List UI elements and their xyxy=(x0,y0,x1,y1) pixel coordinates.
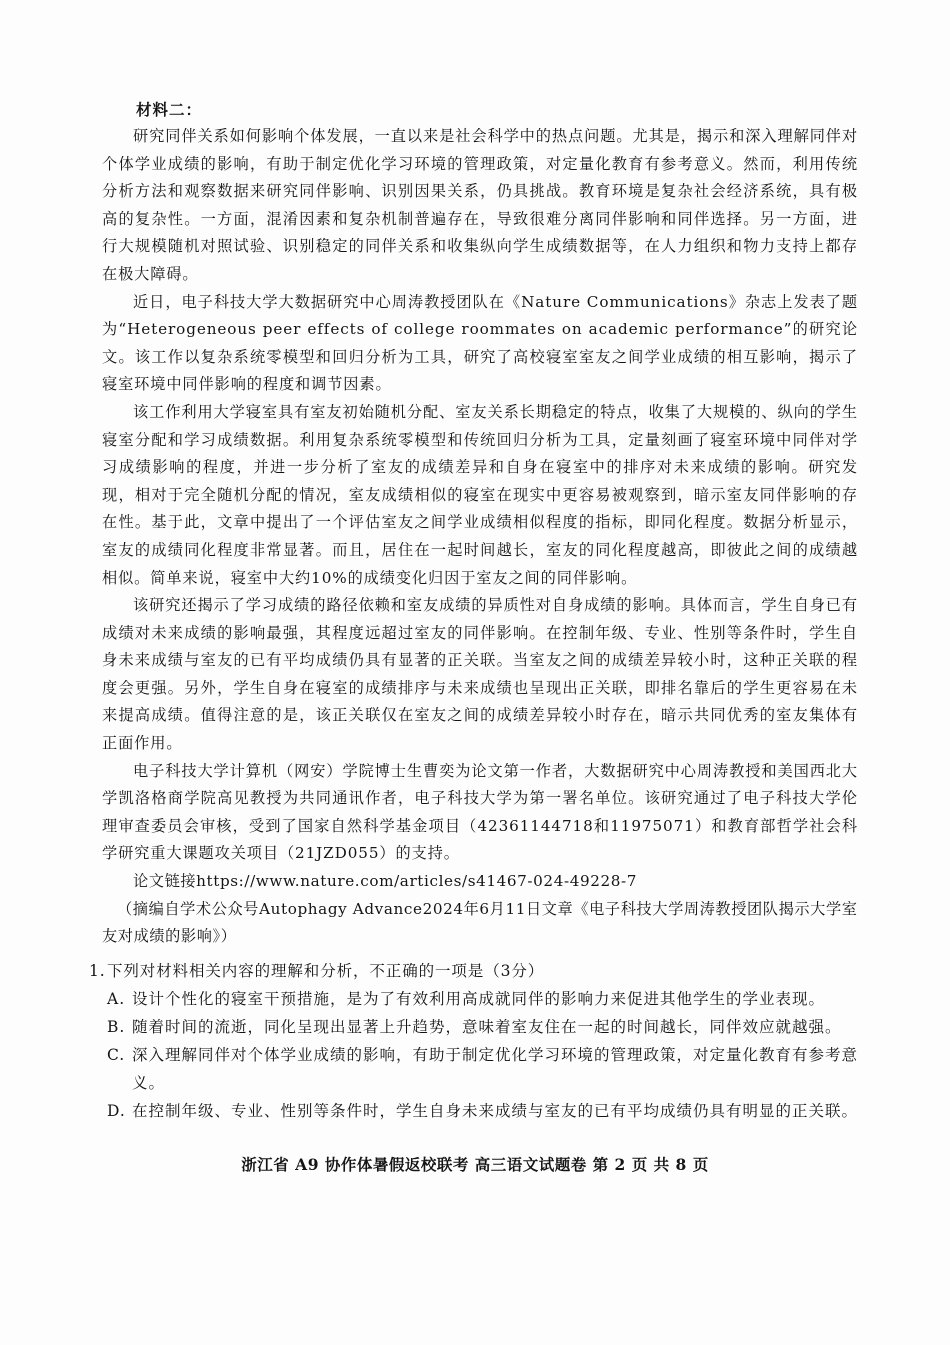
page-footer: 浙江省 A9 协作体暑假返校联考 高三语文试题卷 第 2 页 共 8 页 xyxy=(241,1155,709,1174)
option-label: C. xyxy=(107,1045,126,1064)
question-number: 1. xyxy=(89,961,106,980)
option-text: 在控制年级、专业、性别等条件时，学生自身未来成绩与室友的已有平均成绩仍具有明显的正关联。 xyxy=(132,1101,859,1120)
question-stem xyxy=(89,957,858,985)
option-b xyxy=(107,1013,858,1041)
paragraph-1: 研究同伴关系如何影响个体发展，一直以来是社会科学中的热点问题。尤其是，揭示和深入理解同伴对个体学业成绩的影响，有助于制定优化学习环境的管理政策，对定量化教育有参考意义。然而，利用传统分析方法和观察数据来研究同伴影响、识别因果关系，仍具挑战。教育环境是复杂社会经济系统，具有极高的复杂性。一方面，混淆因素和复杂机制普遍存在，导致很难分离同伴影响和同伴选择。另一方面，进行大规模随机对照试验、识别稳定的同伴关系和收集纵向学生成绩数据等，在人力组织和物力支持上都存在极大障碍。 xyxy=(102,127,858,283)
paragraph-2: 近日，电子科技大学大数据研究中心周涛教授团队在《Nature Communications》杂志上发表了题为“Heterogeneous peer effects of college roommates on academic performance”的研究论文。该工作以复杂系统零模型和回归分析为工具，研究了高校寝室室友之间学业成绩的相互影响，揭示了寝室环境中同伴影响的程度和调节因素。 xyxy=(102,292,858,394)
paper-link: 论文链接https://www.nature.com/articles/s41467-024-49228-7 xyxy=(133,872,637,891)
option-c xyxy=(107,1041,858,1097)
option-d xyxy=(107,1097,858,1125)
option-a xyxy=(107,985,858,1013)
page-content xyxy=(89,96,859,1125)
paragraph-5: 电子科技大学计算机（网安）学院博士生曹奕为论文第一作者，大数据研究中心周涛教授和美国西北大学凯洛格商学院高见教授为共同通讯作者，电子科技大学为第一署名单位。该研究通过了电子科技大学伦理审查委员会审核，受到了国家自然科学基金项目（42361144718和11975071）和教育部哲学社会科学研究重大课题攻关项目（21JZD055）的支持。 xyxy=(102,761,858,863)
option-text: 设计个性化的寝室干预措施，是为了有效利用高成就同伴的影响力来促进其他学生的学业表现。 xyxy=(132,989,826,1008)
question-stem-text: 下列对材料相关内容的理解和分析，不正确的一项是（3分） xyxy=(107,961,545,980)
section-title: 材料二： xyxy=(136,100,203,119)
question-1 xyxy=(89,957,858,1125)
paragraph-4: 该研究还揭示了学习成绩的路径依赖和室友成绩的异质性对自身成绩的影响。具体而言，学生自身已有成绩对未来成绩的影响最强，其程度远超过室友的同伴影响。在控制年级、专业、性别等条件时，学生自身未来成绩与室友的已有平均成绩仍具有显著的正关联。当室友之间的成绩差异较小时，这种正关联的程度会更强。另外，学生自身在寝室的成绩排序与未来成绩也呈现出正关联，即排名靠后的学生更容易在未来提高成绩。值得注意的是，该正关联仅在室友之间的成绩差异较小时存在，暗示共同优秀的室友集体有正面作用。 xyxy=(102,596,858,753)
option-label: A. xyxy=(107,989,126,1008)
option-label: B. xyxy=(107,1017,126,1036)
option-text: 深入理解同伴对个体学业成绩的影响，有助于制定优化学习环境的管理政策，对定量化教育有参考意义。 xyxy=(132,1045,859,1092)
option-text: 随着时间的流逝，同化呈现出显著上升趋势，意味着室友住在一起的时间越长，同伴效应就越强。 xyxy=(132,1017,842,1036)
paragraph-3: 该工作利用大学寝室具有室友初始随机分配、室友关系长期稳定的特点，收集了大规模的、纵向的学生寝室分配和学习成绩数据。利用复杂系统零模型和传统回归分析为工具，定量刻画了寝室环境中同伴对学习成绩影响的程度，并进一步分析了室友的成绩差异和自身在寝室中的排序对未来成绩的影响。研究发现，相对于完全随机分配的情况，室友成绩相似的寝室在现实中更容易被观察到，暗示室友同伴影响的存在性。基于此，文章中提出了一个评估室友之间学业成绩相似程度的指标，即同化程度。数据分析显示，室友的成绩同化程度非常显著。而且，居住在一起时间越长，室友的同化程度越高，即彼此之间的成绩越相似。简单来说，寝室中大约10%的成绩变化归因于室友之间的同伴影响。 xyxy=(102,402,858,587)
source-note: （摘编自学术公众号Autophagy Advance2024年6月11日文章《电子科技大学周涛教授团队揭示大学室友对成绩的影响》） xyxy=(102,899,858,946)
option-label: D. xyxy=(107,1101,126,1120)
